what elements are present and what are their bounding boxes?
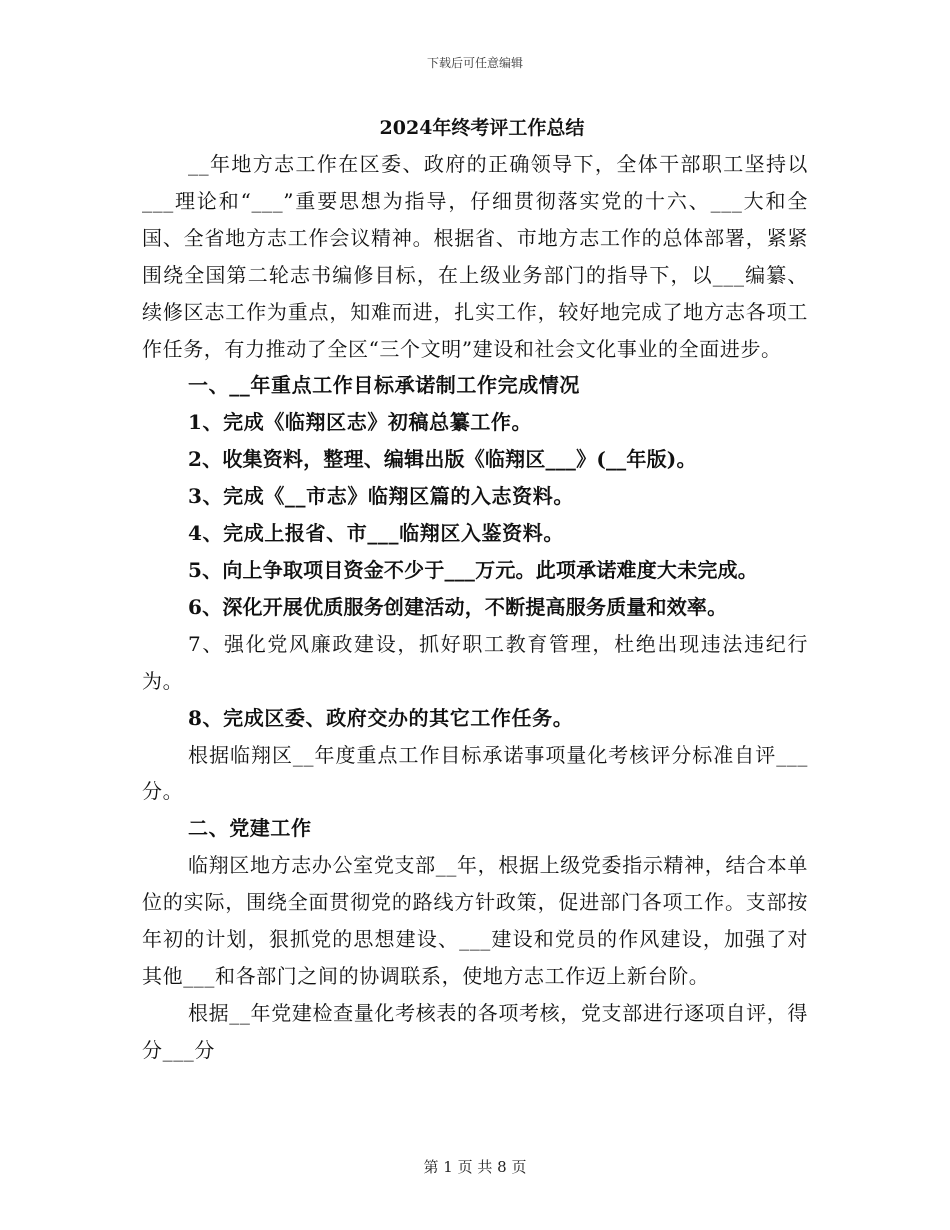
list-item-8: 8、完成区委、政府交办的其它工作任务。 [188, 705, 574, 730]
document-body [142, 112, 808, 1069]
list-item-7: 7、强化党风廉政建设，抓好职工教育管理，杜绝出现违法违纪行为。 [142, 631, 808, 693]
intro-paragraph: __年地方志工作在区委、政府的正确领导下，全体干部职工坚持以___理论和“___”重要思想为指导，仔细贯彻落实党的十六、___大和全国、全省地方志工作会议精神。根据省、市地方志工作的总体部署，紧紧围绕全国第二轮志书编修目标，在上级业务部门的指导下，以___编纂、续修区志工作为重点，知难而进，扎实工作，较好地完成了地方志各项工作任务，有力推动了全区“三个文明”建设和社会文化事业的全面进步。 [142, 152, 808, 361]
section-heading-1: 一、__年重点工作目标承诺制工作完成情况 [188, 373, 580, 398]
list-item-3: 3、完成《__市志》临翔区篇的入志资料。 [188, 484, 574, 509]
party-building-paragraph: 临翔区地方志办公室党支部__年，根据上级党委指示精神，结合本单位的实际，围绕全面贯彻党的路线方针政策，促进部门各项工作。支部按年初的计划，狠抓党的思想建设、___建设和党员的作风建设，加强了对其他___和各部门之间的协调联系，使地方志工作迈上新台阶。 [142, 853, 808, 988]
page-number: 第 1 页 共 8 页 [423, 1158, 527, 1176]
section-heading-2: 二、党建工作 [188, 816, 312, 841]
list-item-5: 5、向上争取项目资金不少于___万元。此项承诺难度大未完成。 [188, 557, 758, 582]
list-item-2: 2、收集资料，整理、编辑出版《临翔区___》(__年版)。 [188, 447, 697, 472]
self-score-paragraph: 根据临翔区__年度重点工作目标承诺事项量化考核评分标准自评___分。 [142, 742, 808, 804]
page-header-note: 下载后可任意编辑 [426, 56, 523, 70]
document-title: 2024年终考评工作总结 [379, 117, 585, 139]
list-item-4: 4、完成上报省、市___临翔区入鉴资料。 [188, 521, 564, 546]
list-item-1: 1、完成《临翔区志》初稿总纂工作。 [188, 410, 533, 435]
list-item-6: 6、深化开展优质服务创建活动，不断提高服务质量和效率。 [188, 594, 728, 619]
party-score-paragraph: 根据__年党建检查量化考核表的各项考核，党支部进行逐项自评，得分___分 [142, 1000, 808, 1062]
